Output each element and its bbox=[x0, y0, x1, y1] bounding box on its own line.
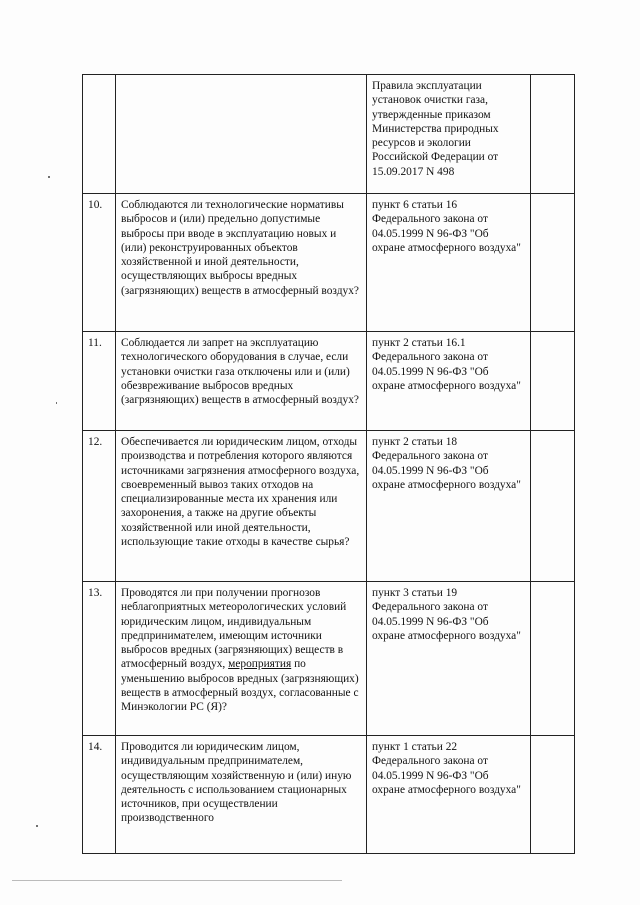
answer-cell[interactable] bbox=[531, 332, 575, 431]
legal-reference bbox=[367, 431, 531, 582]
row-number: 10. bbox=[83, 194, 116, 332]
legal-reference bbox=[367, 75, 531, 194]
question-text-part: по уменьшению выбросов вредных (загрязняющих) веществ в атмосферный воздух, согласованные с Минэкологии РС (Я)? bbox=[121, 658, 359, 714]
legal-reference-text: пункт 2 статьи 18 Федерального закона от 04.05.1999 N 96-ФЗ "Об охране атмосферного воздуха" bbox=[372, 436, 521, 491]
scan-speck bbox=[36, 825, 38, 827]
question-text: Проводится ли юридическим лицом, индивидуальным предпринимателем, осуществляющим хозяйственную и (или) иную деятельность с использованием стационарных источников, при осуществлении производственного bbox=[116, 736, 367, 854]
question-text bbox=[116, 582, 367, 736]
table-row bbox=[83, 582, 575, 736]
scan-edge-line bbox=[12, 880, 342, 881]
legal-reference-text: пункт 3 статьи 19 Федерального закона от 04.05.1999 N 96-ФЗ "Об охране атмосферного воздуха" bbox=[372, 587, 521, 642]
legal-reference bbox=[367, 736, 531, 854]
checklist-table bbox=[82, 74, 575, 854]
question-text: Соблюдаются ли технологические нормативы выбросов и (или) предельно допустимые выбросы при вводе в эксплуатацию новых и (или) реконструированных объектов хозяйственной и иной деятельности, осуществляющих выбросы вредных (загрязняющих) веществ в атмосферный воздух? bbox=[116, 194, 367, 332]
table-row bbox=[83, 431, 575, 582]
question-text bbox=[116, 75, 367, 194]
table-row bbox=[83, 75, 575, 194]
row-number bbox=[83, 75, 116, 194]
scan-speck bbox=[48, 176, 50, 178]
answer-cell[interactable] bbox=[531, 736, 575, 854]
answer-cell[interactable] bbox=[531, 75, 575, 194]
row-number: 13. bbox=[83, 582, 116, 736]
answer-cell[interactable] bbox=[531, 582, 575, 736]
question-text-part: Проводятся ли при получении прогнозов неблагоприятных метеорологических условий юридическим лицом, индивидуальным предпринимателем, имеющим источники выбросов вредных (загрязняющих) веществ в атмосферный воздух, bbox=[121, 587, 347, 671]
legal-reference-text: Правила эксплуатации установок очистки газа, утвержденные приказом Министерства природных ресурсов и экологии Российской Федерации от 15.09.2017 N 498 bbox=[372, 80, 499, 178]
question-text: Обеспечивается ли юридическим лицом, отходы производства и потребления которого являются источниками загрязнения атмосферного воздуха, своевременный вывоз таких отходов на специализированные места их хранения или захоронения, а также на другие объекты хозяйственной или иной деятельности, использующие такие отходы в качестве сырья? bbox=[116, 431, 367, 582]
answer-cell[interactable] bbox=[531, 194, 575, 332]
row-number: 11. bbox=[83, 332, 116, 431]
table-row bbox=[83, 736, 575, 854]
row-number: 14. bbox=[83, 736, 116, 854]
answer-cell[interactable] bbox=[531, 431, 575, 582]
legal-reference bbox=[367, 332, 531, 431]
underlined-term: мероприятия bbox=[228, 658, 292, 671]
scan-speck bbox=[56, 402, 57, 404]
legal-reference-text: пункт 6 статьи 16 Федерального закона от 04.05.1999 N 96-ФЗ "Об охране атмосферного воздуха" bbox=[372, 199, 521, 254]
table-row bbox=[83, 332, 575, 431]
legal-reference-text: пункт 2 статьи 16.1 Федерального закона от 04.05.1999 N 96-ФЗ "Об охране атмосферного воздуха" bbox=[372, 337, 521, 392]
legal-reference-text: пункт 1 статьи 22 Федерального закона от 04.05.1999 N 96-ФЗ "Об охране атмосферного воздуха" bbox=[372, 741, 521, 796]
question-text: Соблюдается ли запрет на эксплуатацию технологического оборудования в случае, если установки очистки газа отключены или и (или) обезвреживание выбросов вредных (загрязняющих) веществ в атмосферный воздух? bbox=[116, 332, 367, 431]
row-number: 12. bbox=[83, 431, 116, 582]
legal-reference bbox=[367, 582, 531, 736]
table-row bbox=[83, 194, 575, 332]
legal-reference bbox=[367, 194, 531, 332]
